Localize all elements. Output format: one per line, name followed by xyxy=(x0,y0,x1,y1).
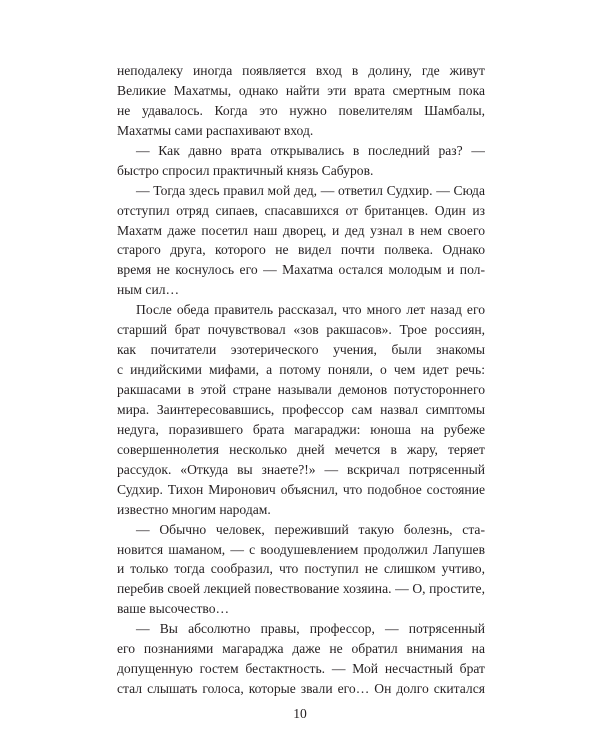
text-line: допущенную гостем бестактность. — Мой несчастный брат xyxy=(117,661,485,677)
text-line: ваше высочество… xyxy=(117,601,230,617)
text-line: Махатм даже посетил наш дворец, и дед узнал в нем своего xyxy=(117,222,485,238)
text-line: Махатмы сами распахивают вход. xyxy=(117,122,314,138)
text-line: — Тогда здесь правил мой дед, — ответил Судхир. — Сюда xyxy=(136,182,485,198)
text-line: с индийскими мифами, а потому поняли, о чем идет речь: xyxy=(117,362,485,378)
text-line: После обеда правитель рассказал, что много лет назад его xyxy=(136,302,485,318)
text-line: ракшасами в этой стране называли демонов потустороннего xyxy=(117,382,485,397)
text-line: отступил отряд сипаев, спасавшихся от британцев. Один из xyxy=(117,202,485,218)
text-line: совершеннолетия несколько дней мечется в жару, теряет xyxy=(117,441,485,457)
text-line: недуга, поразившего брата магараджи: юноша на рубеже xyxy=(117,421,485,437)
body-text xyxy=(117,61,485,699)
text-line: — Обычно человек, переживший такую болезнь, ста- xyxy=(136,521,485,537)
text-line: старший брат почувствовал «зов ракшасов». Трое россиян, xyxy=(117,322,485,338)
text-line: его познаниями магараджа даже не обратил внимания на xyxy=(117,641,485,657)
text-line: ным сил… xyxy=(117,282,180,298)
text-line: стал слышать голоса, которые звали его… Он долго скитался xyxy=(117,681,485,697)
text-line: известно многим народам. xyxy=(117,501,271,517)
text-line: — Как давно врата открывались в последний раз? — xyxy=(136,142,485,158)
text-line: Великие Махатмы, однако найти эти врата смертным пока xyxy=(117,82,485,98)
text-line: новится шаманом, — с воодушевлением продолжил Лапушев xyxy=(117,541,485,557)
text-line: мира. Заинтересовавшись, профессор сам назвал симптомы xyxy=(117,401,485,417)
text-line: быстро спросил практичный князь Сабуров. xyxy=(117,162,374,178)
text-line: как почитатели эзотерического учения, были знакомы xyxy=(117,342,485,358)
text-line: старого друга, которого не видел почти полвека. Однако xyxy=(117,242,485,258)
text-line: — Вы абсолютно правы, профессор, — потрясенный xyxy=(136,621,485,637)
text-line: рассудок. «Откуда вы знаете?!» — вскричал потрясенный xyxy=(117,461,485,477)
page-number: 10 xyxy=(293,706,307,721)
text-line: перебив своей лекцией повествование хозяина. — О, простите, xyxy=(117,581,485,597)
text-line: неподалеку иногда появляется вход в долину, где живут xyxy=(117,63,485,78)
text-line: не удавалось. Когда это нужно повелителям Шамбалы, xyxy=(117,102,485,118)
text-line: Судхир. Тихон Миронович объяснил, что подобное состояние xyxy=(117,481,485,497)
text-line: время не коснулось его — Махатма остался молодым и пол- xyxy=(117,262,485,278)
text-line: и только тогда сообразил, что поступил не слишком учтиво, xyxy=(117,561,485,577)
